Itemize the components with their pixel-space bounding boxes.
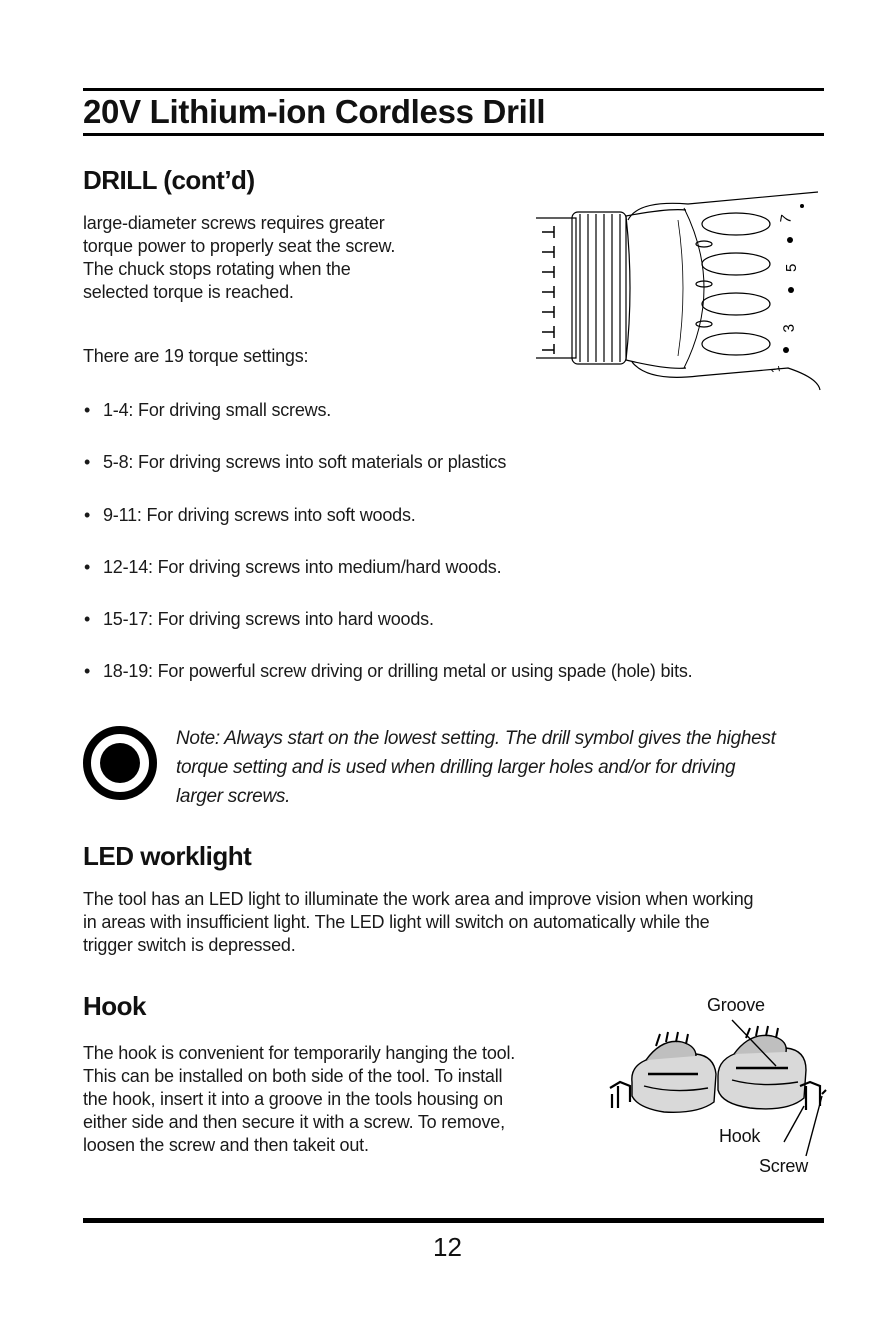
groove-label: Groove [707, 995, 765, 1015]
page-number: 12 [433, 1232, 462, 1262]
list-item-text: 15-17: For driving screws into hard woods. [103, 609, 434, 630]
list-item-text: 9-11: For driving screws into soft woods. [103, 504, 416, 525]
header-bottom-rule [83, 133, 824, 136]
dial-number-3: 3 [780, 323, 798, 334]
note-text: Note: Always start on the lowest setting. The drill symbol gives the highest torque setting and is used when drilling larger holes and/or for driving larger screws. [176, 728, 776, 807]
bullet-marker: • [84, 556, 91, 577]
hook-label: Hook [719, 1126, 761, 1146]
dial-number-1: 1 [768, 364, 783, 374]
list-item-text: 18-19: For powerful screw driving or drilling metal or using spade (hole) bits. [103, 661, 693, 682]
list-item-text: 5-8: For driving screws into soft materials or plastics [103, 452, 507, 473]
dial-number-7: 7 [777, 213, 796, 225]
torque-settings-list [83, 398, 692, 712]
dial-dot [783, 347, 789, 353]
dial-dot [787, 237, 793, 243]
bullet-marker: • [84, 609, 91, 630]
list-item-text: 1-4: For driving small screws. [103, 400, 332, 420]
list-item [83, 450, 692, 502]
document-title: 20V Lithium-ion Cordless Drill [83, 93, 546, 130]
list-item [83, 555, 692, 607]
led-worklight-heading: LED worklight [83, 841, 252, 871]
hook-leader-line [784, 1106, 804, 1142]
dial-number-5: 5 [783, 263, 800, 272]
led-worklight-paragraph: The tool has an LED light to illuminate the work area and improve vision when working in areas with insufficient light. The LED light will switch on automatically while the trigger switch is depressed. [83, 889, 754, 955]
torque-collar-illustration [528, 180, 828, 398]
dial-dot [800, 204, 804, 208]
list-item [83, 503, 692, 555]
screw-leader-line [806, 1096, 822, 1156]
bullet-marker: • [84, 452, 91, 473]
drill-heading: DRILL (cont’d) [83, 165, 255, 195]
hook-heading: Hook [83, 991, 146, 1021]
drill-intro-paragraph: large-diameter screws requires greater torque power to properly seat the screw. The chuck stops rotating when the selected torque is reached. [83, 213, 396, 302]
list-item [83, 398, 692, 450]
bullet-marker: • [84, 661, 91, 682]
list-item-text: 12-14: For driving screws into medium/hard woods. [103, 556, 502, 577]
torque-settings-intro: There are 19 torque settings: [83, 346, 309, 366]
chuck-slots [542, 226, 554, 354]
list-item [83, 607, 692, 659]
bullet-marker: • [84, 400, 91, 420]
bullet-marker: • [84, 504, 91, 525]
footer-rule [83, 1218, 824, 1223]
drill-symbol-icon [83, 726, 157, 800]
screw-label: Screw [759, 1156, 809, 1176]
header-top-rule [83, 88, 824, 91]
torque-dial-markings [768, 204, 804, 374]
hook-paragraph: The hook is convenient for temporarily hanging the tool. This can be installed on both side of the tool. To install the hook, insert it into a groove in the tools housing on either side and then secure it with a screw. To remove, loosen the screw and then takeit out. [83, 1043, 516, 1155]
list-item [83, 659, 692, 711]
dial-dot [788, 287, 794, 293]
